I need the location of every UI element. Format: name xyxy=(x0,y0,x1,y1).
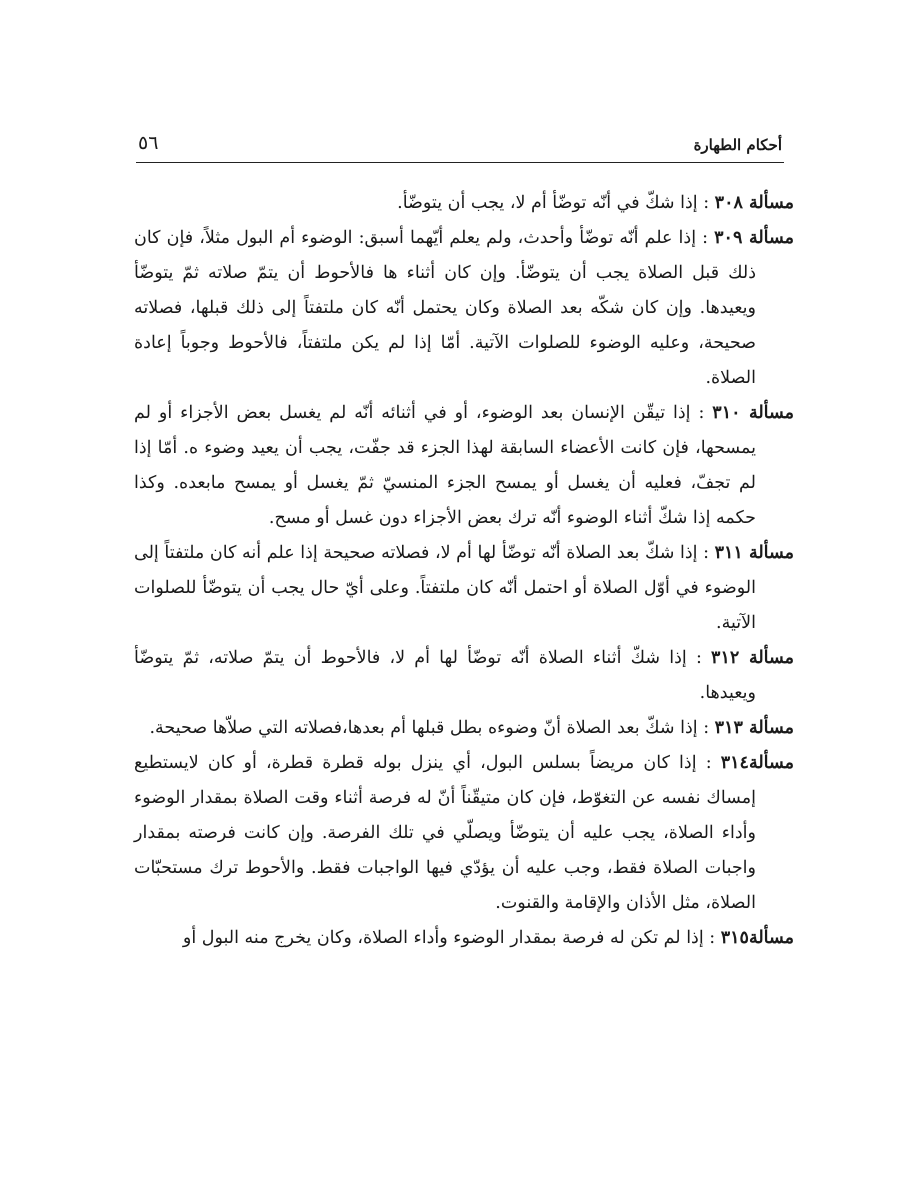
issue-label: مسألة ٣٠٨ xyxy=(714,193,794,213)
issue-315 xyxy=(134,921,794,956)
issue-text: : إذا شكّ بعد الصلاة أنّه توضّأ لها أم لا، فصلاته صحيحة إذا علم أنه كان ملتفتاً إلى الوضوء في أوّل الصلاة أو احتمل أنّه كان ملتفتاً. وعلى أيّ حال يجب أن يتوضّأ للصلوات الآتية. xyxy=(134,543,756,633)
issue-text: : إذا تيقّن الإنسان بعد الوضوء، أو في أثنائه أنّه لم يغسل بعض الأجزاء أو لم يمسحها، فإن كانت الأعضاء السابقة لهذا الجزء قد جفّت، يجب أن يعيد وضوء ه. أمّا إذا لم تجفّ، فعليه أن يغسل أو يمسح الجزء المنسيّ ثمّ يغسل أو يمسح مابعده. وكذا حكمه إذا شكّ أثناء الوضوء أنّه ترك بعض الأجزاء دون غسل أو مسح. xyxy=(134,403,756,528)
issue-text: : إذا لم تكن له فرصة بمقدار الوضوء وأداء الصلاة، وكان يخرج منه البول أو xyxy=(182,928,721,948)
issue-label: مسألة ٣١١ xyxy=(714,543,794,563)
issue-text: : إذا شكّ أثناء الصلاة أنّه توضّأ لها أم لا، فالأحوط أن يتمّ صلاته، ثمّ يتوضّأ ويعيدها. xyxy=(134,648,756,703)
page-header xyxy=(138,132,782,154)
issue-309 xyxy=(134,221,794,396)
issue-310 xyxy=(134,396,794,536)
issue-text: : إذا شكّ بعد الصلاة أنّ وضوءه بطل قبلها أم بعدها،فصلاته التي صلاّها صحيحة. xyxy=(149,718,715,738)
issue-label: مسألة ٣١٠ xyxy=(712,403,794,423)
issue-label: مسألة ٣٠٩ xyxy=(714,228,794,248)
issue-308 xyxy=(134,186,794,221)
header-rule xyxy=(136,162,784,163)
issue-312 xyxy=(134,641,794,711)
issue-text: : إذا كان مريضاً بسلس البول، أي ينزل بوله قطرة قطرة، أو كان لايستطيع إمساك نفسه عن التغوّط، فإن كان متيقّناً أنّ له فرصة أثناء وقت الصلاة بمقدار الوضوء وأداء الصلاة، يجب عليه أن يتوضّأ ويصلّي في تلك الفرصة. وإن كانت فرصته بمقدار واجبات الصلاة فقط، وجب عليه أن يؤدّي فيها الواجبات فقط. والأحوط ترك مستحبّات الصلاة، مثل الأذان والإقامة والقنوت. xyxy=(134,753,756,913)
running-title: أحكام الطهارة xyxy=(693,136,782,154)
issue-label: مسألة ٣١٢ xyxy=(711,648,795,668)
page-body xyxy=(134,186,794,956)
issue-label: مسألة٣١٤ xyxy=(720,753,794,773)
issue-text: : إذا شكّ في أنّه توضّأ أم لا، يجب أن يتوضّأ. xyxy=(397,193,715,213)
issue-313 xyxy=(134,711,794,746)
issue-314 xyxy=(134,746,794,921)
issue-311 xyxy=(134,536,794,641)
issue-label: مسألة٣١٥ xyxy=(720,928,794,948)
issue-text: : إذا علم أنّه توضّأ وأحدث، ولم يعلم أيّهما أسبق: الوضوء أم البول مثلاً، فإن كان ذلك قبل الصلاة يجب أن يتوضّأ. وإن كان أثناء ها فالأحوط أن يتمّ صلاته ثمّ يتوضّأ ويعيدها. وإن كان شكّه بعد الصلاة وكان يحتمل أنّه كان ملتفتاً إلى ذلك قبلها، فصلاته صحيحة، وعليه الوضوء للصلوات الآتية. أمّا إذا لم يكن ملتفتاً، فالأحوط وجوباً إعادة الصلاة. xyxy=(134,228,756,388)
page-number: ٥٦ xyxy=(138,132,159,154)
issue-label: مسألة ٣١٣ xyxy=(714,718,794,738)
